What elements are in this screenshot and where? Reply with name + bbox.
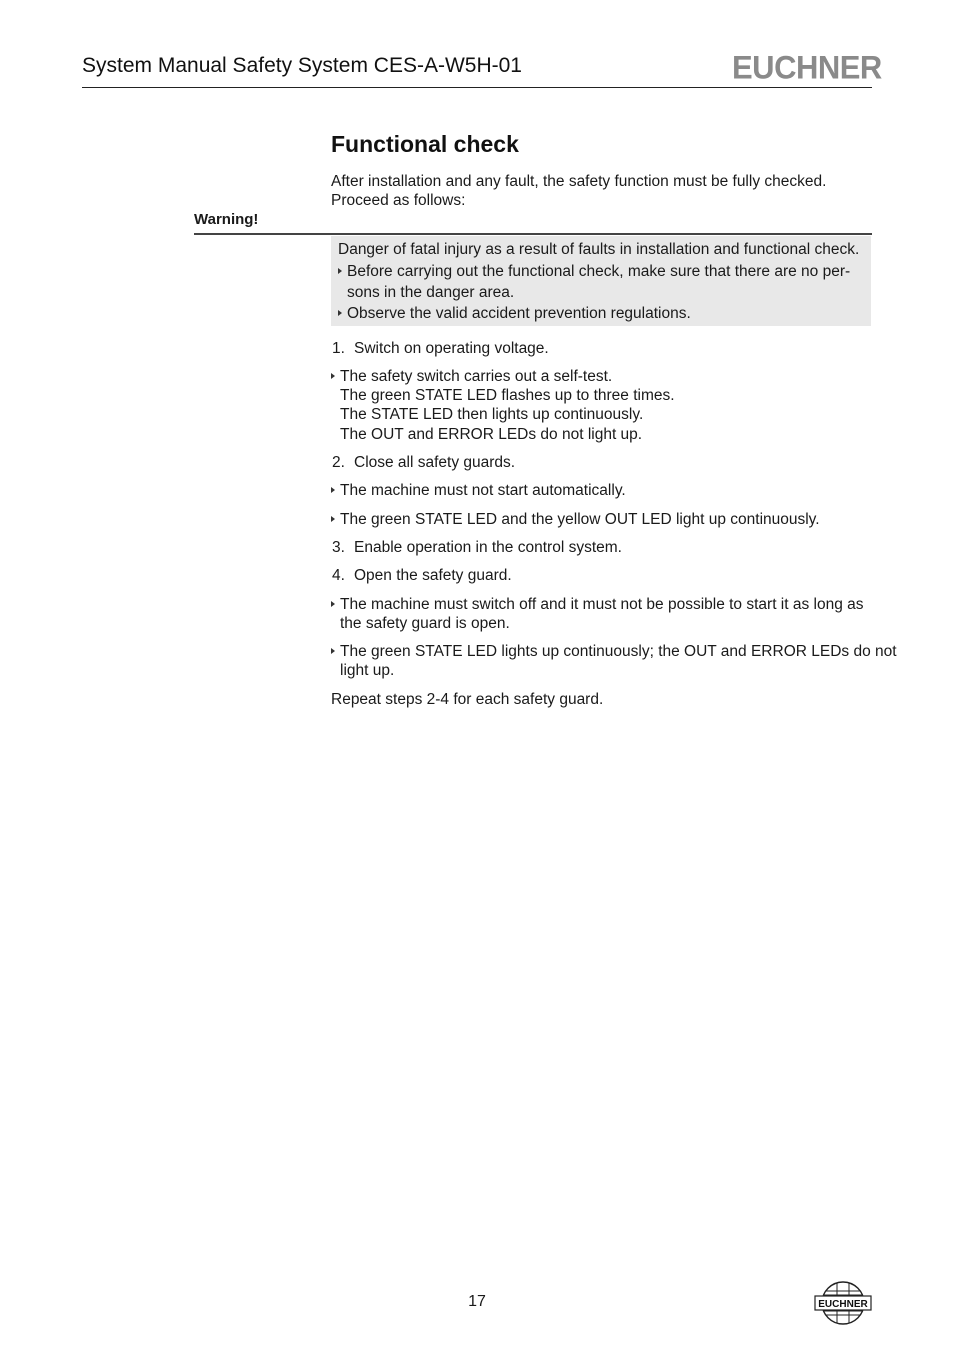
warning-divider (194, 233, 872, 235)
step-item: 2. Close all safety guards. (332, 454, 516, 471)
brand-logo: EUCHNER (732, 49, 882, 86)
warning-text: Danger of fatal injury as a result of faults in installation and functional check. (338, 241, 860, 258)
arrow-icon (331, 487, 335, 493)
page-number: 17 (468, 1293, 486, 1310)
logo-text: EUCHNER (818, 1299, 868, 1310)
document-title: System Manual Safety System CES-A-W5H-01 (82, 54, 522, 77)
warning-bullet: Before carrying out the functional check, make sure that there are no per- (338, 261, 868, 282)
intro-paragraph: After installation and any fault, the safety function must be fully checked. Proceed as follows: (331, 173, 827, 209)
arrow-icon (331, 601, 335, 607)
step-item: 4. Open the safety guard. (332, 567, 512, 584)
warning-bullet-continuation: sons in the danger area. (347, 284, 515, 301)
result-item: The machine must switch off and it must not be possible to start it as long as (331, 595, 864, 615)
result-item: The green STATE LED and the yellow OUT LED light up continuously. (331, 510, 820, 530)
arrow-icon (338, 310, 342, 316)
step-item: 3. Enable operation in the control system. (332, 539, 622, 556)
euchner-seal-logo (814, 1280, 872, 1326)
arrow-icon (331, 516, 335, 522)
result-continuation: the safety guard is open. (340, 615, 510, 632)
repeat-note: Repeat steps 2-4 for each safety guard. (331, 691, 604, 708)
arrow-icon (331, 373, 335, 379)
warning-bullet: Observe the valid accident prevention regulations. (338, 303, 868, 324)
step-item: 1. Switch on operating voltage. (332, 340, 549, 357)
section-title: Functional check (331, 131, 519, 157)
result-continuation: The OUT and ERROR LEDs do not light up. (340, 426, 643, 443)
result-continuation: The STATE LED then lights up continuously. (340, 406, 644, 423)
result-item: The machine must not start automatically. (331, 481, 626, 501)
result-item: The safety switch carries out a self-test. (331, 367, 612, 387)
header-divider (82, 87, 872, 88)
warning-label: Warning! (194, 211, 259, 228)
result-continuation: light up. (340, 662, 395, 679)
result-item: The green STATE LED lights up continuously; the OUT and ERROR LEDs do not (331, 642, 897, 662)
arrow-icon (331, 648, 335, 654)
arrow-icon (338, 268, 342, 274)
result-continuation: The green STATE LED flashes up to three times. (340, 387, 675, 404)
